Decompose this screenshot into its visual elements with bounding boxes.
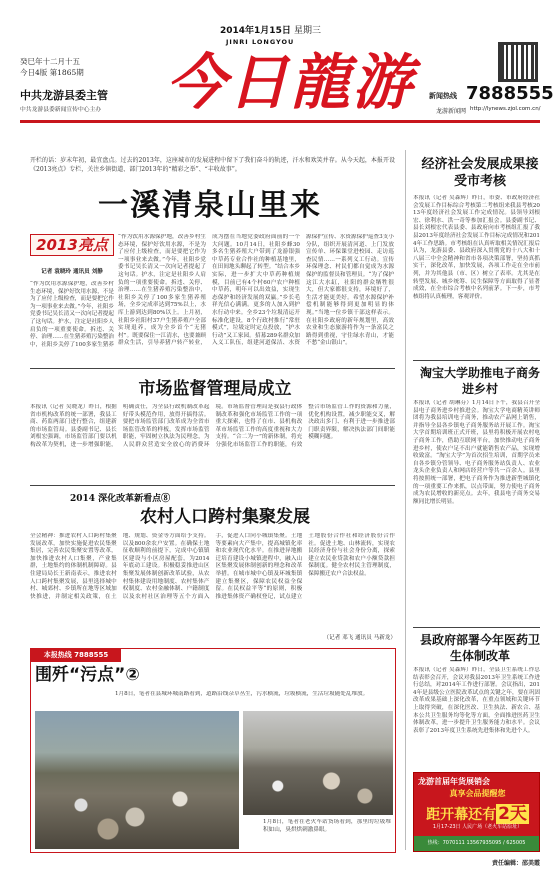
rural-byline: （记者 邓飞 通讯员 马新龙） xyxy=(323,635,396,641)
ad-line1: 真享会品提醒您 xyxy=(449,789,506,798)
right-a3-body: 本报讯（记者 吴森辉）昨日，全县卫生系统工作总结表彰会召开，会议对我县2013年卫生系统工作进行总结，对2014年工作进行部署。会议指出，2014年是县级公立医院改革试点的关键之年，要在巩固改革成果基础上深化改革，在重点领域和关键环节上取得突破，在深化医改、卫生执法、新农合、基本公共卫生服务均等化等方面，全面推进医药卫生体制改革，进一步提升卫生服务能力和水平。会议表彰了2013年度卫生系统先进集体和先进个人。 xyxy=(413,667,540,734)
photo-1-detail xyxy=(45,781,225,841)
right-a3-headline: 县政府部署今年医药卫生体制改革 xyxy=(420,633,541,663)
organ-label: 中共龙游县委主管 xyxy=(20,89,108,102)
pollution-photo-2 xyxy=(243,711,393,815)
qr-code xyxy=(498,42,538,82)
ad-venue: 1月17-23日 人民广场（老火车站原址） xyxy=(432,824,523,830)
lead-headline: 一溪清泉山里来 xyxy=(98,188,322,223)
lunar-date: 癸巳年十二月十五 xyxy=(20,57,80,66)
issue-date: 2014年1月15日 星期三 xyxy=(220,26,321,36)
publisher-label: 中共龙游县委新闻宣传中心主办 xyxy=(20,107,102,113)
lead-byline: 记者 袁晓玲 通讯员 刘静 xyxy=(41,269,103,275)
ad-countdown xyxy=(416,799,539,824)
ad-line2: 距开幕还有 xyxy=(426,807,497,823)
rural-headline: 农村人口跨村集聚发展 xyxy=(140,507,310,527)
masthead-title: 今日龍游 xyxy=(166,48,414,118)
masthead-rule xyxy=(20,120,540,123)
divider-1 xyxy=(30,368,395,369)
lead-tag-text: 2013亮点 xyxy=(36,236,108,254)
ad-days: 2天 xyxy=(498,804,527,824)
issue-number: 今日4版 第1865期 xyxy=(20,68,84,77)
divider-2 xyxy=(30,485,395,486)
hotline-label: 新闻热线 xyxy=(429,91,457,100)
photo-2-caption: 1月8日，笔者在老火车站货场看到，那里的垃圾堆积如山，臭烘烘刺激鼻眼。 xyxy=(263,819,391,833)
lead-tag xyxy=(30,234,114,256)
hotline-box-label xyxy=(31,649,121,662)
lead-body: “作为饮用水源保护地，改善乡村生态环境，保护好饮用水源，不是为了应付上级检查，而是要把它作为一项事业来去做。”今年，社阳乡党委书记吴长清又一次向记者提起了这句话。护水，注定是社阳乡人肩负的一项重要使命。拆违、关停、治理……在生猪养殖污染整治中，社阳乡关停了100多家生猪养 xyxy=(30,281,114,348)
column-intro: 开栏的话：岁末年初，最宜盘点。过去的2013年，这座城市的发展进程中留下了我们奋斗的轨迹，汗水和欢笑并存。从今天起，本报开设《2013亮点》专栏，关注乡镇街道、部门2013年的“精彩之举”、“丰收故事”。 xyxy=(30,157,395,173)
market-headline: 市场监督管理局成立 xyxy=(138,379,292,399)
hotline-number: 7888555 xyxy=(466,83,554,104)
right-divider-2 xyxy=(413,627,540,628)
right-a1-body: 本报讯（记者 吴森辉）昨日，市委、市政府经济社会发展工作目标综合考核第二考核组来我县考核2013年度经济社会发展工作完成情况。县领导刘根宏、徐利水、洪一奇等参加汇报会。县委副书记、县长刘根宏代表县委、县政府向市考核组汇报了我县2013年度经济社会发展工作目标完成情况和2014年工作思路。市考核组在认真听取相关情况汇报后认为，龙游县委、县政府深入贯彻党的十八大和十八届三中全会精神和省市各项决策部署，坚持真抓实干，深化改革，加快发展，各项工作走在全市前列，并为其他县（市、区）树立了表率。尤其是在转型发展、城乡统筹、民生保障等方面取得了显著成效，在全市综合考核中名列前茅。下一步，市考核组将认真梳理，客观评价。 xyxy=(413,195,540,300)
rural-kicker: 2014 深化改革新看点⑧ xyxy=(70,494,171,504)
ad-hotline: 热线：7070111 13567935095 / 625005 xyxy=(414,836,539,851)
site-label: 龙游新闻网 xyxy=(436,108,467,115)
right-divider-1 xyxy=(413,360,540,361)
weekday: 星期三 xyxy=(293,26,321,36)
footer-editor: 责任编辑：邵美霞 xyxy=(491,860,540,867)
masthead-pinyin: JINRI LONGYOU xyxy=(226,38,295,46)
lead-body-text: “作为饮用水源保护地，改善乡村生态环境，保护好饮用水源，不是为了应付上级检查，而是要把它作为一项事业来去做。”今年，社阳乡党委书记吴长清又一次向记者提起了这句话。护水，注定是社阳乡人肩负的一项重要使命。拆违、关停、治理……在生猪养殖污染整治中，社阳乡关停了100多家生猪养殖场，全乡完成率达到75%以上，水库上游到达到80%以上。上月初，社阳乡社阳村37户生猪养殖户全部实现退养，成为全乡首个“无猪村”。既要保住一江清水，也要兼顾群众生活，引导养猪户转产转业，成为摆在当地党委政府面前的一个大问题。10月14日，社阳乡蜂30多名生猪养殖大户带到了龙游银强中草药专业合作社的种植基地里，在田间地头聊起了转型。“结合本乡实际，进一步扩大中草药种植规模，目前已有4个村60户农户种植中草药，明年可以出效益，实现生态保护和经济发展的双赢。”乡长毛祥光信心满满。更多的人加入到护水行动中来。全乡23个垃圾清运开标准化建设，8个行政村推行“常驻模式”，垃圾定时定点投放，“护水行动”又工家园。招募289名群众加入义工队伍，组建河道保洁、水资源保护宣传、水资源保护巡查3支小分队，组织开展清河道、上门发放宣传单、环保课堂进校园、走访巡查民情……一系列义工行动。宣传环保理念、村民们都自觉成为水源保护的监督员和管理员。“为了保护这江大水缸，社阳的群众牺牲很大，但大家都很支持，环境好了，生活才能更美好。希望水源保护补偿机制能够得到更加明显的体现。”当地一位乡镇干部这样表示。在社阳乡政府的新年规划里，高效农业和生态旅游将作为一条富民之路得到重视，守住绿水青山，才能不愁“金山银山”。 xyxy=(118,234,394,347)
right-a2-headline: 淘宝大学助推电子商务进乡村 xyxy=(420,366,541,396)
hotline-box xyxy=(30,648,396,853)
right-a1-headline: 经济社会发展成果接受市考核 xyxy=(421,157,539,189)
right-a2-body: 本报讯（记者 胡琳芬）1月14日下午，我县召开全县电子商务进乡村推进会。淘宝大学电商精英讲师团将为我县培训电子商务，推动农产品网上销售，并指导全县各乡镇电子商务服务站开展工作。淘宝大学首期培训班正式开班，县里将积极开展农村电子商务工作，借助互联网平台，加快推动电子商务进乡村，使农户足不出户就能销售农产品，实现增收致富。“淘宝大学”为首次招生培训，首期学员来自各乡镇分管领导、电子商务服务站负责人、农业龙头企业负责人和网店经营户等共一百余人。县里将按照统一部署，把电子商务作为推进新型城镇化的一项重要工作来抓，以点带面，努力使电子商务成为农民增收的新亮点。去年，我县电子商务交易额同比增长明显。 xyxy=(413,400,540,505)
hotline-box-label-text: 本报热线 7888555 xyxy=(43,651,109,659)
column-separator xyxy=(405,150,406,850)
market-body: 本报讯（记者 吴晓龙）昨日，根据省市机构改革的统一部署，我县工商、药监两部门进行整合，组建新的市场监管局。县委副书记、县长刘根宏强调，市场监管部门要以机构改革为契机，进一步增强职能，明确责任，为全县行政机制改革起好带头模范作用，放得开搞得活。要把市场监管部门改革成为全省市场监管改革的样板，发挥市场监管职能，牢固树立执法为民理念，为人民群众营造安全放心的消费环境。市场监督管理局是我县行政体制改革和强化市场监管工作的一项重大探索，也得了在市、县机构改革市场监管工作的高度重视和大力支持。“合二为一”的新体制，将充分强化市场监管工作的职能，有效整合市场监管工作的资源和力量，优化机构设置，减少职能交叉，解决政出多门、有利于进一步推进部门职责界限，解决执法部门间职能模糊问题。 xyxy=(30,404,395,448)
hotline-box-body: 1月8日，笔者在县城环城南路看到，道路沿线杂草丛生，污水横流，垃圾横流，生活垃圾随处乱堆放。 xyxy=(115,691,369,697)
rural-body: 全会精神：推进农村人口跨村集聚发展改革，加快实施促进农民集聚集居，完善农民集聚安置等改革，加快推进农村人口集聚，产业集群，土地集约的体制机制障碍。县住建局局长王新南表示，推进农村人口跨村集聚发展，县里选择城中村、城郊村、乡镇所在地等区域加快推进，并制定相关政策，在土地、规划、资金等方面给予支持。以及800余农户安置。在确保土地征收顺利的前提下，完成中心镇镇区建设与小区房屋配套，为2014年底动工建设。积极稳妥推进山区集聚发展体制创新改革试验，从农村集体建设用地制度、农村集体产权制度、农村金融体制、户籍制度以及农村社区治理等五个方面入手，促进人口向小城镇集聚。土地等要素向大产集中，提高城镇化率和农业现代化水平。在推进异地搬迁培育建设小城镇进程中，融入山区集聚发展体制创新的理念和改革举措。在城市城中心镇及环城集镇建立集聚区，保障农民权益全保留。在民权益平等“的原则，积极推进集体资产确权登记，试点建立土地股份合作社和经济股份合作社。促进土地、山林流转，实现农民经济身份与社会身份分离，探索建立农民业贷款和农户小额贷款担保制度。健全农村民主管理制度，保障搬迁农户合法权益。 xyxy=(30,533,395,600)
photo-2-detail xyxy=(251,761,385,811)
pollution-photo-1 xyxy=(35,711,239,849)
ad-brand: 龙游首届年货展销会 xyxy=(418,777,490,786)
hotline-box-headline: 围歼“污点”② xyxy=(35,665,140,685)
masthead xyxy=(0,0,556,148)
fair-ad xyxy=(413,772,540,852)
lead-body-cont xyxy=(118,234,394,356)
site-url: http://lynews.zjol.com.cn/ xyxy=(470,106,541,112)
